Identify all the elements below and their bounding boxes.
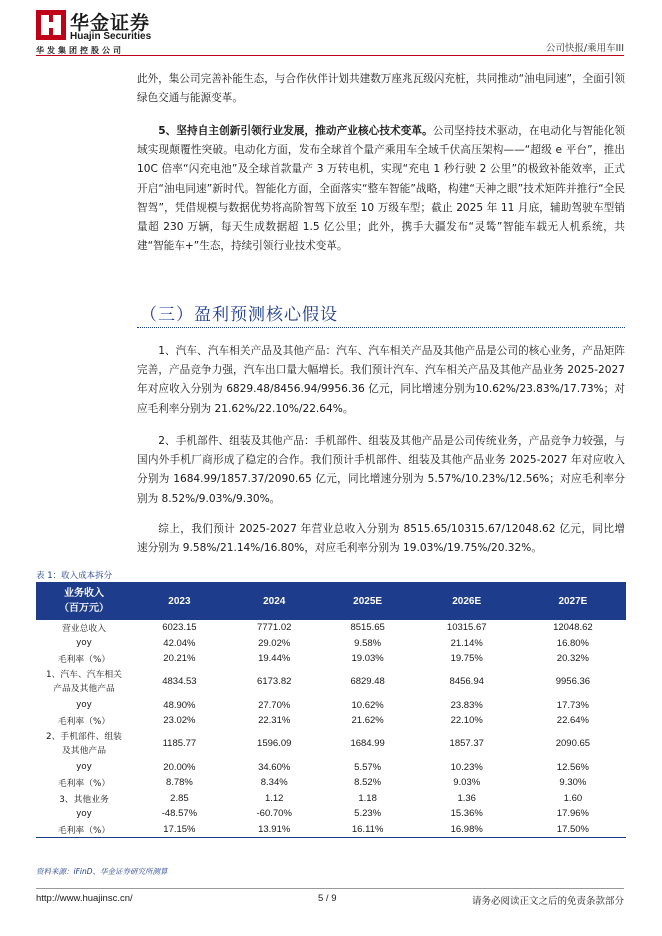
table-cell: 21.14% xyxy=(450,637,483,649)
table-cell: 48.90% xyxy=(163,699,196,711)
section-title: （三）盈利预测核心假设 xyxy=(140,305,338,325)
paragraph-text: 公司坚持技术驱动，在电动化与智能化领域实现颠覆性突破。电动化方面，发布全球首个量产乘用车全域千伏高压架构——“超级 e 平台”，推出 10C 倍率“闪充电池”及全球首款量产 3 万转电机，实现“充电 1 秒行驶 2 公里”的极致补能效率，正式开启“油电同速”新时代。智能化方面，全面落实“整车智能”战略，构建“天神之眼”技术矩阵并推行“全民智驾”，凭借规模与数据优势将高阶智驾下放至 10 万级车型；截止 2025 年 11 月底，辅助驾驶车型销量超 230 万辆，每天生成数据超 1.5 亿公里；此外，携手大疆发布“灵鸶”智能车载无人机系统，共建“智能车+”生态，持续引领行业技术变革。 xyxy=(137,125,625,253)
row-label-text-line2: 及其他产品 xyxy=(62,746,106,756)
paragraph-text: 1、汽车、汽车相关产品及其他产品：汽车、汽车相关产品及其他产品是公司的核心业务，产品矩阵完善，产品竞争力强，汽车出口量大幅增长。我们预计汽车、汽车相关产品及其他产品业务 2025-2027 年对应收入分别为 6829.48/8456.94/9956.36 亿元，同比增速分别为10.62%/23.83%/17.73%；对应毛利率分别为 21.62%/22.10%/22.64%。 xyxy=(137,345,625,415)
year-header: 2027E xyxy=(520,582,626,620)
table-row xyxy=(36,822,626,838)
year-header: 2023 xyxy=(132,582,227,620)
table-cell: 22.64% xyxy=(556,715,590,727)
table-cell: 15.36% xyxy=(450,808,483,820)
paragraph-auto-business xyxy=(137,342,625,419)
table-cell: 6829.48 xyxy=(350,676,385,687)
paragraph-text: 综上，我们预计 2025-2027 年营业总收入分别为 8515.65/10315.67/12048.62 亿元，同比增速分别为 9.58%/21.14%/16.80%，对应毛利率分别为 19.03%/19.75%/20.32%。 xyxy=(137,523,625,555)
table-cell: 22.31% xyxy=(258,715,291,727)
company-logo xyxy=(36,8,186,54)
table-cell: 1.12 xyxy=(264,792,284,804)
table-cell: 34.60% xyxy=(258,761,291,773)
table-cell: 27.70% xyxy=(258,699,291,711)
table-cell: 1.60 xyxy=(563,792,583,804)
table-row xyxy=(36,651,626,667)
row-label xyxy=(36,760,132,776)
table-cell: 9.30% xyxy=(559,777,587,789)
table-cell: 10.62% xyxy=(351,699,384,711)
table-cell: 9.03% xyxy=(453,777,481,789)
row-label-text: 营业总收入 xyxy=(62,624,106,635)
table-cell: 5.57% xyxy=(354,761,382,773)
row-label-text: yoy xyxy=(76,700,92,711)
year-header: 2024 xyxy=(227,582,322,620)
table-cell: 16.11% xyxy=(322,822,414,838)
table-row xyxy=(36,806,626,822)
header-label-line2: （百万元） xyxy=(59,603,109,614)
table-cell: 10315.67 xyxy=(446,622,487,634)
table-row xyxy=(36,760,626,776)
table-cell: 19.03% xyxy=(351,653,384,665)
row-label xyxy=(36,729,132,760)
table-cell: 29.02% xyxy=(258,637,291,649)
table-cell: 8456.94 xyxy=(449,676,484,687)
table-cell: 17.96% xyxy=(556,808,590,820)
table-cell: 20.21% xyxy=(163,653,196,665)
table-header-label xyxy=(36,582,132,620)
table-cell: 2.85 xyxy=(170,792,189,804)
table-cell: 4834.53 xyxy=(162,676,197,687)
table-cell: 7771.02 xyxy=(257,622,292,634)
table-cell: 22.10% xyxy=(450,715,483,727)
table-cell: 20.32% xyxy=(556,653,590,665)
logo-subtitle: 华发集团控股公司 xyxy=(36,46,124,55)
row-label xyxy=(36,667,132,698)
table-cell: -48.57% xyxy=(161,808,198,820)
table-row xyxy=(36,698,626,714)
row-label xyxy=(36,636,132,652)
huajin-logo-icon xyxy=(36,10,66,40)
table-row xyxy=(36,667,626,698)
table-cell: 42.04% xyxy=(163,637,196,649)
row-label xyxy=(36,775,132,791)
paragraph-heading: 5、坚持自主创新引领行业发展，推动产业核心技术变革。 xyxy=(158,125,433,137)
row-label-text: yoy xyxy=(76,808,92,819)
table-cell: 17.73% xyxy=(556,699,590,711)
logo-chinese-name: 华金证券 xyxy=(70,12,151,34)
table-cell: 1.36 xyxy=(457,792,476,804)
table-cell: 12.56% xyxy=(556,761,590,773)
paragraph-ecosystem xyxy=(137,70,625,108)
year-header: 2026E xyxy=(414,582,520,620)
table-cell: 10.23% xyxy=(450,761,483,773)
table-cell: 8515.65 xyxy=(350,622,385,634)
table-cell: 12048.62 xyxy=(553,622,593,634)
table-caption: 表 1：收入成本拆分 xyxy=(36,571,113,581)
report-type: 公司快报/乘用车III xyxy=(545,43,624,54)
table-cell: 17.50% xyxy=(520,822,626,838)
row-label xyxy=(36,806,132,822)
paragraph-summary xyxy=(137,520,625,558)
footer-divider xyxy=(36,888,624,889)
table-cell: 5.23% xyxy=(354,808,382,820)
table-cell: 2090.65 xyxy=(555,738,591,749)
table-cell: 9.58% xyxy=(354,637,382,649)
header-divider xyxy=(36,55,624,56)
table-cell: 9956.36 xyxy=(555,676,591,687)
section-divider xyxy=(137,327,625,328)
row-label-text: 3、其他业务 xyxy=(59,794,109,805)
row-label-text: yoy xyxy=(76,638,92,649)
row-label-text: 毛利率（%） xyxy=(57,779,111,790)
table-cell: 1857.37 xyxy=(449,738,484,749)
table-cell: 23.02% xyxy=(163,715,196,727)
table-cell: 8.34% xyxy=(260,777,288,789)
table-cell: 6023.15 xyxy=(162,622,197,634)
row-label xyxy=(36,822,132,838)
table-cell: 6173.82 xyxy=(257,676,292,687)
paragraph-innovation xyxy=(137,122,625,256)
row-label xyxy=(36,698,132,714)
table-header-row xyxy=(36,582,626,620)
table-cell: 16.80% xyxy=(556,637,590,649)
table-row xyxy=(36,791,626,807)
table-source: 资料来源：iFinD、华金证券研究所测算 xyxy=(36,867,168,876)
row-label xyxy=(36,713,132,729)
table-cell: 8.52% xyxy=(354,777,382,789)
table-cell: 1185.77 xyxy=(162,738,197,749)
table-cell: 23.83% xyxy=(450,699,483,711)
paragraph-phone-business xyxy=(137,432,625,509)
table-cell: 16.98% xyxy=(414,822,520,838)
table-cell: 1596.09 xyxy=(257,738,292,749)
revenue-cost-table xyxy=(36,582,626,838)
table-cell: 20.00% xyxy=(163,761,196,773)
row-label-text: 毛利率（%） xyxy=(57,655,111,666)
table-cell: 21.62% xyxy=(351,715,384,727)
table-row xyxy=(36,636,626,652)
row-label xyxy=(36,791,132,807)
row-label-text: 毛利率（%） xyxy=(57,825,111,836)
table-row xyxy=(36,775,626,791)
page-number: 5 / 9 xyxy=(318,893,337,904)
table-cell: 8.78% xyxy=(165,777,193,789)
table-cell: 17.15% xyxy=(132,822,227,838)
row-label-text-line2: 产品及其他产品 xyxy=(53,684,115,694)
paragraph-text: 2、手机部件、组装及其他产品：手机部件、组装及其他产品是公司传统业务，产品竞争力较强，与国内外手机厂商形成了稳定的合作。我们预计手机部件、组装及其他产品业务 2025-2027 年对应收入分别为 1684.99/1857.37/2090.65 亿元，同比增速分别为 5.57%/10.23%/12.56%；对应毛利率分别为 8.52%/9.03%/9.30%。 xyxy=(137,435,625,505)
website-link[interactable]: http://www.huajinsc.cn/ xyxy=(36,893,133,904)
table-cell: 1684.99 xyxy=(350,738,385,749)
table-row xyxy=(36,729,626,760)
table-cell: 19.75% xyxy=(450,653,483,665)
table-cell: 1.18 xyxy=(358,792,377,804)
table-cell: -60.70% xyxy=(256,808,292,820)
row-label xyxy=(36,651,132,667)
table-cell: 13.91% xyxy=(227,822,322,838)
row-label-text: 1、汽车、汽车相关 xyxy=(46,670,122,680)
table-body xyxy=(36,620,626,838)
year-header: 2025E xyxy=(322,582,414,620)
row-label-text: yoy xyxy=(76,762,92,773)
row-label-text: 2、手机部件、组装 xyxy=(46,732,122,742)
table-cell: 19.44% xyxy=(258,653,291,665)
table-row xyxy=(36,713,626,729)
header-label-line1: 业务收入 xyxy=(64,588,104,599)
disclaimer-note: 请务必阅读正文之后的免责条款部分 xyxy=(471,896,624,907)
table-row xyxy=(36,620,626,636)
row-label-text: 毛利率（%） xyxy=(57,717,111,728)
logo-english-name: Huajin Securities xyxy=(70,31,152,42)
paragraph-text: 此外，集公司完善补能生态，与合作伙伴计划共建数万座兆瓦级闪充桩，共同推动“油电同速”，全面引领绿色交通与能源变革。 xyxy=(137,73,625,105)
row-label xyxy=(36,620,132,636)
